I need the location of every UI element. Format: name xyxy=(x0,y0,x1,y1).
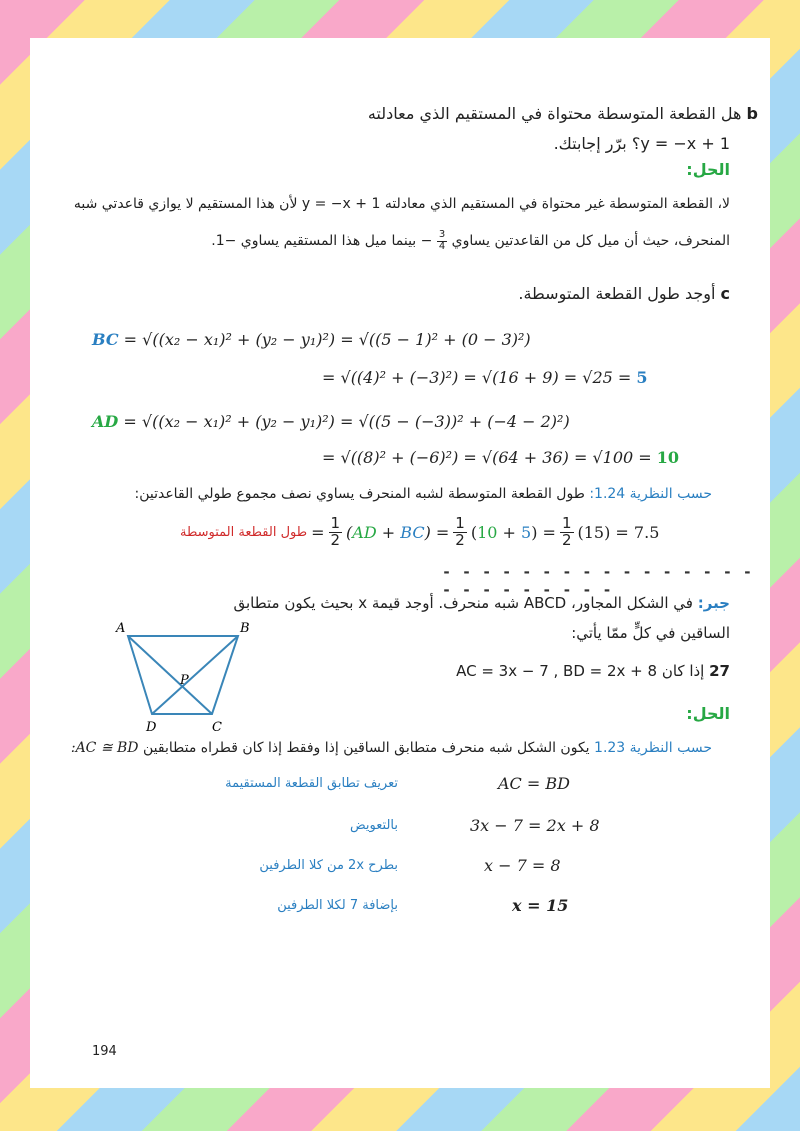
page xyxy=(30,38,770,1088)
algebra-intro-line1: جبر: في الشكل المجاور، ABCD شبه منحرف. أوجد قيمة x بحيث يكون متطابق xyxy=(233,594,730,612)
part-b-answer-line1: لا، القطعة المتوسطة غير محتواة في المستقيم الذي معادلته y = −x + 1 لأن هذا المستقيم لا يوازي قاعدتي شبه xyxy=(73,196,730,212)
label-p: P xyxy=(180,673,189,688)
theorem-123-text: يكون الشكل شبه منحرف متطابق الساقين إذا وفقط إذا كان قطراه متطابقين xyxy=(142,740,590,756)
theorem-124-ref: حسب النظرية 1.24: xyxy=(589,486,712,502)
ad-equation xyxy=(92,412,570,431)
midsegment-label: طول القطعة المتوسطة xyxy=(180,524,308,540)
trapezoid-figure xyxy=(110,618,260,738)
algebra-intro-line2: الساقين في كلٍّ ممّا يأتي: xyxy=(571,624,730,642)
theorem-123-line xyxy=(22,740,712,756)
part-b-label: b xyxy=(746,104,758,123)
ad-line2: = √((8)² + (−6)²) = √(64 + 36) = √100 = 10 xyxy=(322,448,680,467)
step-4-equation: x = 15 xyxy=(512,896,569,915)
step-1-equation: AC = BD xyxy=(498,774,570,793)
part-b-answer-line2 xyxy=(40,230,730,252)
half-fraction-3: $\frac{1}{2}$ xyxy=(561,514,572,549)
bc-line2: = √((4)² + (−3)²) = √(16 + 9) = √25 = 5 xyxy=(322,368,648,387)
theorem-124-text: طول القطعة المتوسطة لشبه المنحرف يساوي نصف مجموع طولي القاعدتين: xyxy=(134,486,585,502)
half-fraction-2: $\frac{1}{2}$ xyxy=(455,514,465,549)
step-1-reason: تعريف تطابق القطعة المستقيمة xyxy=(225,776,398,791)
label-b: B xyxy=(240,621,250,636)
bc-result: 5 xyxy=(636,368,648,387)
ad-formula: = √((x₂ − x₁)² + (y₂ − y₁)²) = √((5 − (−3))² + (−4 − 2)²) xyxy=(123,412,570,431)
step-2-reason: بالتعويض xyxy=(350,818,398,833)
step-3-reason: بطرح 2x من كلا الطرفين xyxy=(259,858,398,873)
answer-line2-a: المنحرف، حيث أن ميل كل من القاعدتين يساوي xyxy=(451,233,730,249)
slope-fraction: $\frac{3}{4}$ xyxy=(438,229,446,252)
label-c: C xyxy=(212,720,222,735)
part-c-question: c أوجد طول القطعة المتوسطة. xyxy=(518,284,730,303)
bc-equation xyxy=(92,330,531,349)
label-a: A xyxy=(116,621,126,636)
ad-label: AD xyxy=(92,412,119,431)
bc-formula: = √((x₂ − x₁)² + (y₂ − y₁)²) = √((5 − 1)² + (0 − 3)²) xyxy=(123,330,531,349)
page-number: 194 xyxy=(92,1044,117,1059)
section-separator: - - - - - - - - - - - - - - - - - - - - - - - - - xyxy=(442,563,753,599)
part-b-question-line1: هل القطعة المتوسطة محتواة في المستقيم الذي معادلته xyxy=(367,104,742,123)
problem-text: إذا كان AC = 3x − 7 , BD = 2x + 8 xyxy=(456,662,705,680)
half-fraction-1: $\frac{1}{2}$ xyxy=(330,514,341,549)
step-4-reason: بإضافة 7 لكلا الطرفين xyxy=(277,898,398,913)
theorem-124-line xyxy=(32,486,712,502)
step-3-equation: x − 7 = 8 xyxy=(484,856,561,875)
theorem-123-ref: حسب النظرية 1.23 xyxy=(594,740,712,756)
step-2-equation: 3x − 7 = 2x + 8 xyxy=(470,816,600,835)
part-b-solution-label: الحل: xyxy=(686,160,730,179)
midsegment-calc: طول القطعة المتوسطة = $\frac{1}{2}$ (AD + BC) = $\frac{1}{2}$ (10 + 5) = $\frac{1}{2}$ (15) = 7.5 xyxy=(180,514,660,549)
problem-27 xyxy=(330,662,730,680)
algebra-tag: جبر: xyxy=(697,594,730,612)
answer-line2-b: − بينما ميل هذا المستقيم يساوي −1. xyxy=(211,233,433,249)
congruence-statement: AC ≅ BD: xyxy=(70,740,139,756)
part-b-question xyxy=(58,104,758,123)
algebra-solution-label: الحل: xyxy=(686,704,730,723)
bc-label: BC xyxy=(92,330,119,349)
label-d: D xyxy=(146,720,157,735)
ad-result: 10 xyxy=(656,448,680,467)
part-b-question-line2: y = −x + 1؟ برّر إجابتك. xyxy=(553,134,730,153)
part-c-label: c xyxy=(720,284,730,303)
problem-number: 27 xyxy=(709,662,730,680)
